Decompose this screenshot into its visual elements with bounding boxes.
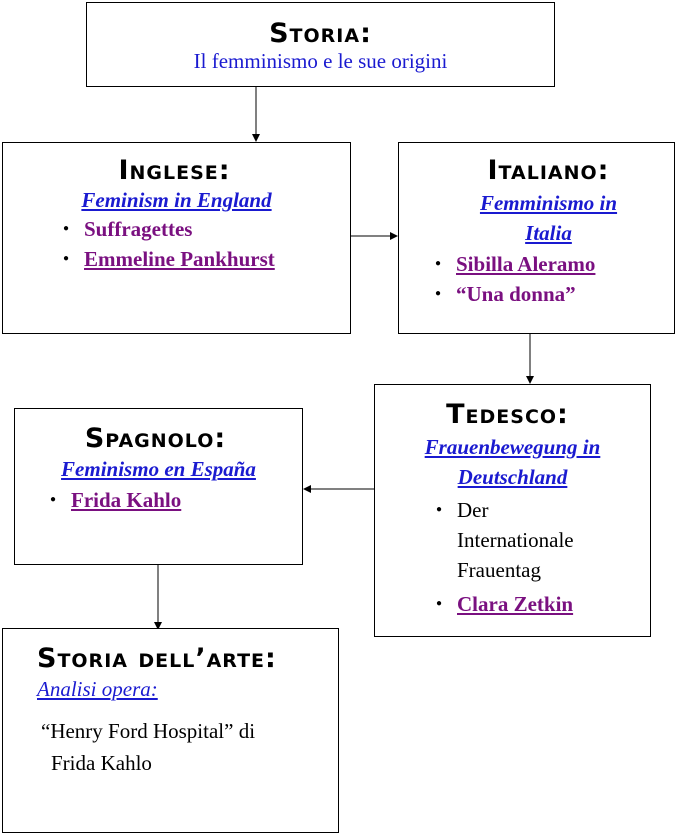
list-item-sibilla-aleramo[interactable]: ● Sibilla Aleramo <box>432 249 674 279</box>
spagnolo-link[interactable]: Feminismo en España <box>61 457 256 481</box>
list-item-una-donna: ● “Una donna” <box>432 279 674 309</box>
list-item-frida-kahlo[interactable]: ● Frida Kahlo <box>47 485 302 515</box>
spagnolo-box <box>14 408 303 565</box>
spagnolo-heading: Spagnolo: <box>84 423 227 454</box>
italiano-box <box>398 142 675 334</box>
list-item-suffragettes: ● Suffragettes <box>60 214 350 244</box>
arte-link[interactable]: Analisi opera: <box>37 677 158 701</box>
tedesco-list <box>433 495 650 619</box>
italiano-link[interactable]: Femminismo in Italia <box>479 191 618 245</box>
tedesco-heading: Tedesco: <box>446 399 569 430</box>
tedesco-box <box>374 384 651 637</box>
tedesco-link[interactable]: Frauenbewegung in Deutschland <box>424 435 601 489</box>
arte-heading: Storia dell’arte: <box>37 643 277 674</box>
inglese-link[interactable]: Feminism in England <box>81 188 272 212</box>
list-item-emmeline-pankhurst[interactable]: ● Emmeline Pankhurst <box>60 244 350 274</box>
spagnolo-list <box>47 485 302 515</box>
inglese-box <box>2 142 351 334</box>
inglese-list <box>60 214 350 274</box>
arte-text: “Henry Ford Hospital” di Frida Kahlo <box>41 719 256 775</box>
list-item-clara-zetkin[interactable]: ● Clara Zetkin <box>433 589 650 619</box>
inglese-heading: Inglese: <box>118 155 231 186</box>
storia-subtitle: Il femminismo e le sue origini <box>193 49 448 73</box>
italiano-heading: Italiano: <box>487 155 610 186</box>
list-item-frauentag: ● Der Internationale Frauentag <box>433 495 650 585</box>
arte-box <box>2 628 339 833</box>
storia-box <box>86 2 555 87</box>
italiano-list <box>432 249 674 309</box>
storia-heading: Storia: <box>269 18 372 49</box>
